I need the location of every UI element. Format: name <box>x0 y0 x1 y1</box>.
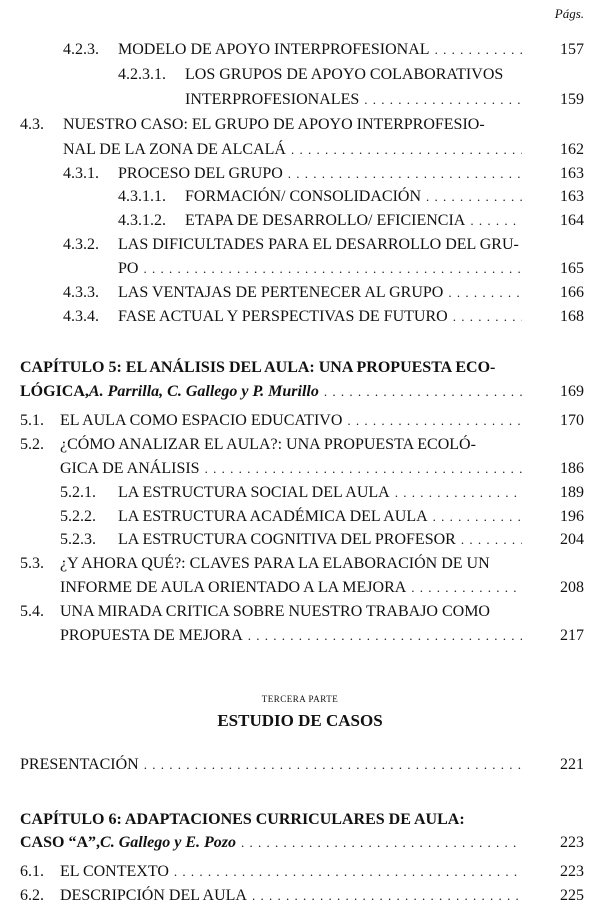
leader-dots <box>205 458 522 480</box>
toc-title-continued: PO <box>118 260 139 277</box>
toc-title-continued: NAL DE LA ZONA DE ALCALÁ <box>63 141 286 158</box>
toc-page: 169 <box>560 383 584 400</box>
chapter-title-continued: CASO “A”, <box>20 834 101 851</box>
toc-entry <box>0 861 600 883</box>
chapter-authors: A. Parrilla, C. Gallego y P. Murillo <box>88 383 319 400</box>
leader-dots <box>426 186 522 208</box>
toc-page: 164 <box>560 212 584 229</box>
chapter-title: CAPÍTULO 6: ADAPTACIONES CURRICULARES DE AULA: <box>20 811 465 828</box>
leader-dots <box>435 39 522 61</box>
toc-number: 4.3.2. <box>63 236 99 253</box>
toc-entry <box>0 210 600 232</box>
leader-dots <box>144 754 522 776</box>
toc-number: 4.2.3. <box>63 41 99 58</box>
toc-entry <box>0 601 600 623</box>
toc-title: ¿CÓMO ANALIZAR EL AULA?: UNA PROPUESTA ECOLÓ- <box>60 436 476 453</box>
toc-entry-continued <box>0 458 600 480</box>
toc-page: 217 <box>560 627 584 644</box>
toc-title: ETAPA DE DESARROLLO/ EFICIENCIA <box>185 212 466 229</box>
chapter-authors: C. Gallego y E. Pozo <box>100 834 237 851</box>
toc-page: 168 <box>560 308 584 325</box>
toc-title-continued: INTERPROFESIONALES <box>185 91 360 108</box>
toc-number: 4.3.4. <box>63 308 99 325</box>
toc-page: 165 <box>560 260 584 277</box>
toc-title: UNA MIRADA CRITICA SOBRE NUESTRO TRABAJO COMO <box>60 603 490 620</box>
toc-entry-continued <box>0 625 600 647</box>
leader-dots <box>143 258 522 280</box>
toc-entry <box>0 234 600 256</box>
toc-entry <box>0 163 600 185</box>
leader-dots <box>411 577 522 599</box>
toc-page: 225 <box>560 887 584 904</box>
toc-entry-continued <box>0 577 600 599</box>
toc-page: 170 <box>560 412 584 429</box>
toc-number: 5.4. <box>20 603 44 620</box>
toc-title: LA ESTRUCTURA ACADÉMICA DEL AULA <box>118 508 428 525</box>
toc-entry <box>0 754 600 776</box>
toc-number: 4.3.3. <box>63 284 99 301</box>
toc-entry <box>0 282 600 304</box>
chapter-heading <box>0 357 600 379</box>
toc-title: LAS DIFICULTADES PARA EL DESARROLLO DEL GRU- <box>118 236 519 253</box>
toc-number: 5.2.1. <box>60 484 96 501</box>
toc-title-continued: INFORME DE AULA ORIENTADO A LA MEJORA <box>60 579 407 596</box>
toc-page: 221 <box>560 756 584 773</box>
part-title: ESTUDIO DE CASOS <box>217 711 383 730</box>
leader-dots <box>347 410 522 432</box>
toc-entry <box>0 114 600 136</box>
leader-dots <box>364 89 522 111</box>
toc-page: 204 <box>560 531 584 548</box>
leader-dots <box>174 861 522 883</box>
toc-title-continued: GICA DE ANÁLISIS <box>60 460 200 477</box>
toc-page: 163 <box>560 165 584 182</box>
toc-title: LA ESTRUCTURA COGNITIVA DEL PROFESOR <box>118 531 456 548</box>
toc-title-continued: PROPUESTA DE MEJORA <box>60 627 243 644</box>
toc-title: EL AULA COMO ESPACIO EDUCATIVO <box>60 412 343 429</box>
leader-dots <box>252 885 522 907</box>
toc-title: ¿Y AHORA QUÉ?: CLAVES PARA LA ELABORACIÓN DE UN <box>60 555 490 572</box>
leader-dots <box>461 529 522 551</box>
toc-entry <box>0 885 600 907</box>
chapter-heading-continued <box>0 381 600 403</box>
chapter-heading-continued <box>0 832 600 854</box>
toc-number: 6.1. <box>20 863 44 880</box>
toc-number: 5.1. <box>20 412 44 429</box>
toc-title: FORMACIÓN/ CONSOLIDACIÓN <box>185 188 422 205</box>
toc-page: 166 <box>560 284 584 301</box>
toc-title: LAS VENTAJAS DE PERTENECER AL GRUPO <box>118 284 444 301</box>
toc-page: 186 <box>560 460 584 477</box>
toc-number: 4.3. <box>20 116 44 133</box>
leader-dots <box>448 282 522 304</box>
toc-number: 4.3.1. <box>63 165 99 182</box>
toc-page: 162 <box>560 141 584 158</box>
toc-entry-continued <box>0 89 600 111</box>
toc-page: 196 <box>560 508 584 525</box>
toc-entry <box>0 506 600 528</box>
chapter-heading <box>0 809 600 831</box>
toc-number: 4.3.1.1. <box>118 188 166 205</box>
toc-number: 5.2.3. <box>60 531 96 548</box>
toc-entry <box>0 434 600 456</box>
toc-entry-continued <box>0 258 600 280</box>
toc-entry <box>0 306 600 328</box>
toc-entry <box>0 410 600 432</box>
toc-number: 6.2. <box>20 887 44 904</box>
pags-header: Págs. <box>554 6 584 21</box>
toc-entry <box>0 186 600 208</box>
leader-dots <box>453 306 522 328</box>
leader-dots <box>248 625 522 647</box>
toc-number: 5.2. <box>20 436 44 453</box>
part-label: TERCERA PARTE <box>261 694 339 704</box>
toc-page: 223 <box>560 834 584 851</box>
leader-dots <box>288 163 522 185</box>
toc-page: 157 <box>560 41 584 58</box>
toc-page: 189 <box>560 484 584 501</box>
toc-page: 163 <box>560 188 584 205</box>
toc-title: PROCESO DEL GRUPO <box>118 165 283 182</box>
toc-number: 5.3. <box>20 555 44 572</box>
leader-dots <box>395 482 522 504</box>
toc-number: 4.3.1.2. <box>118 212 166 229</box>
leader-dots <box>470 210 522 232</box>
toc-page: 223 <box>560 863 584 880</box>
toc-title: FASE ACTUAL Y PERSPECTIVAS DE FUTURO <box>118 308 448 325</box>
toc-page: 208 <box>560 579 584 596</box>
toc-title: DESCRIPCIÓN DEL AULA <box>60 887 247 904</box>
toc-entry <box>0 64 600 86</box>
toc-title: LOS GRUPOS DE APOYO COLABORATIVOS <box>185 66 504 83</box>
leader-dots <box>433 506 522 528</box>
toc-entry <box>0 553 600 575</box>
toc-title: LA ESTRUCTURA SOCIAL DEL AULA <box>118 484 390 501</box>
toc-title: EL CONTEXTO <box>60 863 169 880</box>
leader-dots <box>324 381 522 403</box>
toc-title: PRESENTACIÓN <box>20 756 139 773</box>
toc-entry <box>0 529 600 551</box>
toc-title: NUESTRO CASO: EL GRUPO DE APOYO INTERPROFESIO- <box>63 116 485 133</box>
toc-entry-continued <box>0 139 600 161</box>
toc-entry <box>0 482 600 504</box>
toc-title: MODELO DE APOYO INTERPROFESIONAL <box>118 41 430 58</box>
chapter-title-continued: LÓGICA, <box>20 383 89 400</box>
leader-dots <box>241 832 522 854</box>
toc-number: 4.2.3.1. <box>118 66 166 83</box>
toc-entry <box>0 39 600 61</box>
toc-number: 5.2.2. <box>60 508 96 525</box>
toc-page: 159 <box>560 91 584 108</box>
leader-dots <box>291 139 522 161</box>
chapter-title: CAPÍTULO 5: EL ANÁLISIS DEL AULA: UNA PROPUESTA ECO- <box>20 359 496 376</box>
